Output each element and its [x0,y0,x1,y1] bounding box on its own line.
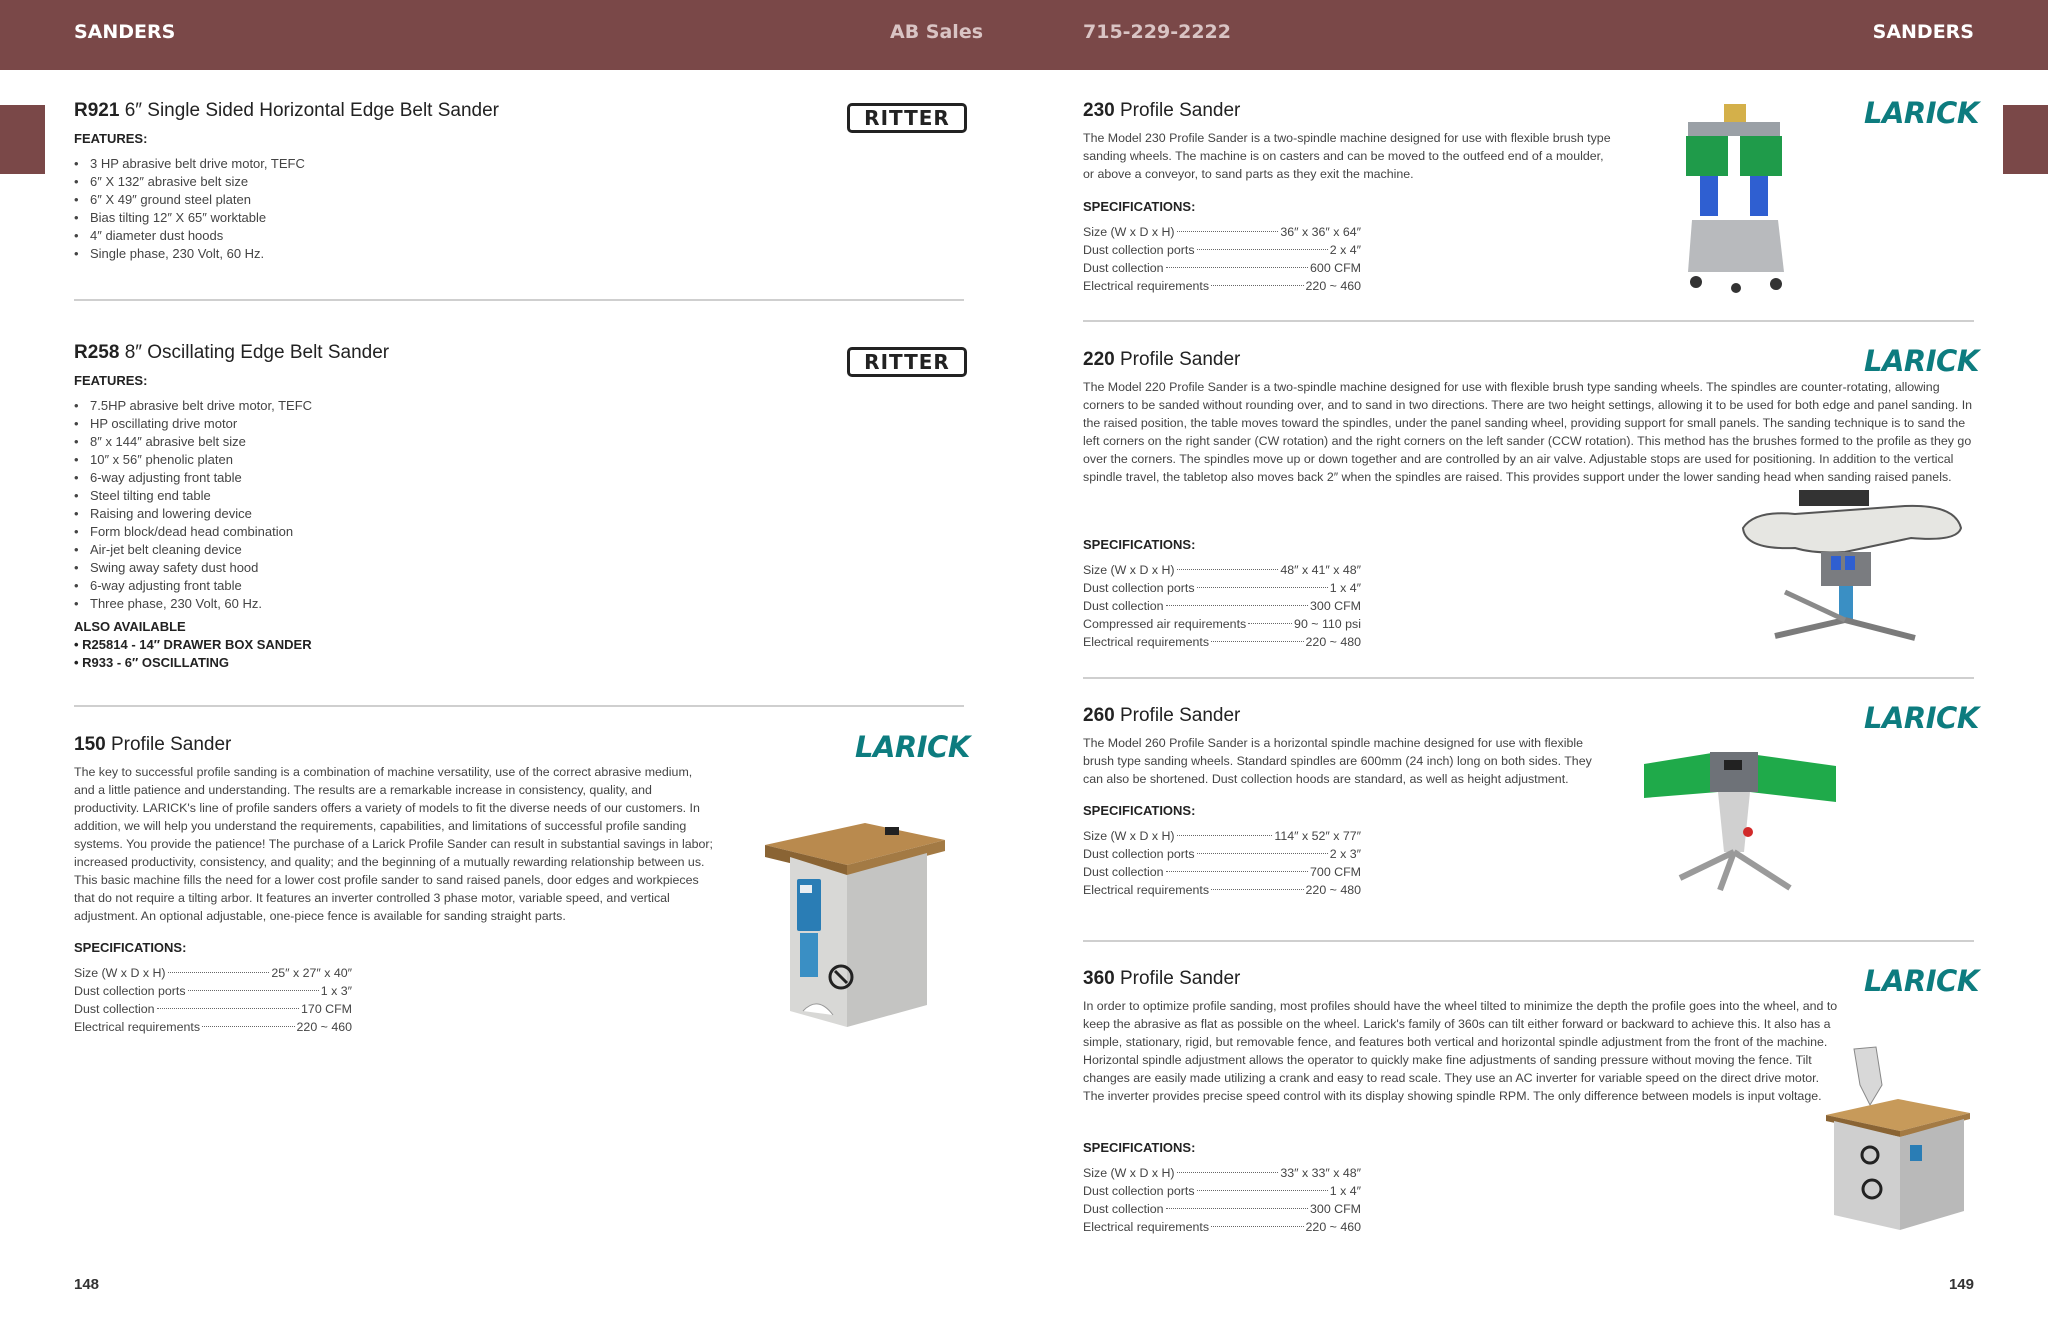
spec-row [1083,845,1361,863]
header-phone: 715-229-2222 [1083,21,1231,43]
model-number: 150 [74,734,106,755]
feature-item: • 8″ x 144″ abrasive belt size [74,433,312,451]
spec-label: Dust collection [1083,865,1164,879]
spec-row [1083,277,1361,295]
also-available [74,618,312,672]
product-name: 8″ Oscillating Edge Belt Sander [124,342,390,363]
larick-logo: LARICK [855,730,970,764]
spec-value: 36″ x 36″ x 64″ [1280,225,1361,239]
spec-label: Dust collection ports [1083,243,1195,257]
sander-150-image [755,815,955,1040]
spec-value: 48″ x 41″ x 48″ [1280,563,1361,577]
feature-item: • Three phase, 230 Volt, 60 Hz. [74,595,312,613]
feature-item: • 6″ X 49″ ground steel platen [74,191,305,209]
specifications-label: SPECIFICATIONS: [1083,199,1196,214]
spec-row [1083,597,1361,615]
larick-logo: LARICK [1864,344,1979,378]
feature-item: • Air-jet belt cleaning device [74,541,312,559]
spec-value: 2 x 4″ [1329,243,1361,257]
header-company: AB Sales [890,21,984,43]
spec-row [1083,863,1361,881]
specifications-label: SPECIFICATIONS: [1083,1140,1196,1155]
spec-label: Electrical requirements [1083,635,1210,649]
product-name: 6″ Single Sided Horizontal Edge Belt Sander [124,100,499,121]
spec-label: Dust collection ports [74,984,186,998]
features-label: FEATURES: [74,131,148,146]
specs-list [1083,561,1361,651]
product-name: Profile Sander [110,734,232,755]
spec-row [1083,579,1361,597]
spec-value: 220 ~ 480 [1305,635,1361,649]
model-number: 360 [1083,968,1115,989]
larick-logo: LARICK [1864,964,1979,998]
spec-label: Dust collection ports [1083,847,1195,861]
spec-value: 700 CFM [1310,865,1361,879]
feature-item: • Form block/dead head combination [74,523,312,541]
spec-row [74,1018,352,1036]
spec-label: Electrical requirements [1083,883,1210,897]
spec-value: 220 ~ 460 [1305,1220,1361,1234]
specs-list [1083,1164,1361,1236]
product-description: In order to optimize profile sanding, most profiles should have the wheel tilted to minimize the depth the profile goes into the wheel, and to keep the abrasive as flat as possible on the wheel. Larick's family of 360s can tilt either forward or backward to achieve this. It also has a simple, stationary, rigid, but removable fence, and features both vertical and horizontal spindle adjustment from the front of the machine. Horizontal spindle adjustment allows the operator to quickly make fine adjustments of sanding pressure without moving the fence. Tilt changes are easily made utilizing a crank and easy to read scale. They use an AC inverter for variable speed on the direct drive motor. The inverter provides precise speed control with its display showing spindle RPM. The only difference between models is input voltage. [1083,999,1838,1103]
spec-row [74,964,352,982]
feature-item: • Steel tilting end table [74,487,312,505]
sander-360-image [1820,1045,1975,1240]
header-band [0,0,2048,70]
feature-item: • 6-way adjusting front table [74,577,312,595]
spec-label: Size (W x D x H) [1083,563,1175,577]
feature-item: • 6″ X 132″ abrasive belt size [74,173,305,191]
spec-value: 300 CFM [1310,599,1361,613]
spec-label: Dust collection [74,1002,155,1016]
spec-value: 220 ~ 460 [1305,279,1361,293]
product-description: The Model 230 Profile Sander is a two-spindle machine designed for use with flexible brush type sanding wheels. The machine is on casters and can be moved to the outfeed end of a moulder, or above a conveyor, to sand parts as they exit the machine. [1083,131,1611,181]
specs-list [1083,223,1361,295]
spec-label: Compressed air requirements [1083,617,1247,631]
larick-logo: LARICK [1864,701,1979,735]
spec-row [74,982,352,1000]
product-title [1083,968,1240,990]
spec-value: 114″ x 52″ x 77″ [1274,829,1361,843]
product-name: Profile Sander [1119,349,1241,370]
spec-label: Electrical requirements [1083,1220,1210,1234]
spec-value: 2 x 3″ [1329,847,1361,861]
product-description: The Model 260 Profile Sander is a horizontal spindle machine designed for use with flexible brush type sanding wheels. Standard spindles are 600mm (24 inch) long on both sides. They can also be shortened. Dust collection hoods are standard, as well as height adjustment. [1083,736,1592,786]
section-divider [74,705,964,707]
features-list [74,397,312,613]
spec-value: 25″ x 27″ x 40″ [271,966,352,980]
product-name: Profile Sander [1119,705,1241,726]
feature-item: • Raising and lowering device [74,505,312,523]
feature-item: • 4″ diameter dust hoods [74,227,305,245]
spec-label: Size (W x D x H) [1083,1166,1175,1180]
sander-260-image [1640,748,1840,903]
product-description: The Model 220 Profile Sander is a two-spindle machine designed for use with flexible brush type sanding wheels. The spindles are counter-rotating, allowing corners to be sanded without rounding over, and to sand in two directions. There are two height settings, allowing it to be used for both edge and panel sanding. In the raised position, the table moves toward the spindles, under the panel sanding wheel, providing support for small panels. The sanding technique is to sand the left corners on the right sander (CW rotation) and the right corners on the left sander (CCW rotation). This method has the brushes formed to the profile as they go over the corners. The spindles move up or down together and are controlled by an air valve. Adjustable stops are used for positioning. In addition to the vertical spindle travel, the tabletop also moves back 2″ when the spindles are raised. This provides support under the lower sanding head when sanding raised panels. [1083,380,1973,484]
spec-label: Electrical requirements [1083,279,1210,293]
spec-row [1083,223,1361,241]
model-number: 230 [1083,100,1115,121]
feature-item: • Single phase, 230 Volt, 60 Hz. [74,245,305,263]
spec-row [1083,633,1361,651]
model-number: 260 [1083,705,1115,726]
ritter-logo: RITTER [847,103,967,133]
section-divider [1083,320,1974,322]
spec-label: Dust collection ports [1083,1184,1195,1198]
right-edge-tab [2003,105,2048,174]
spec-row [1083,1164,1361,1182]
spec-value: 1 x 3″ [320,984,352,998]
page-number-left: 148 [74,1276,100,1293]
feature-item: • 6-way adjusting front table [74,469,312,487]
spec-row [1083,827,1361,845]
section-divider [74,299,964,301]
spec-value: 1 x 4″ [1329,581,1361,595]
specifications-label: SPECIFICATIONS: [1083,537,1196,552]
spec-value: 170 CFM [301,1002,352,1016]
sander-230-image [1680,102,1790,294]
product-name: Profile Sander [1119,968,1241,989]
specs-list [74,964,352,1036]
spec-label: Size (W x D x H) [1083,225,1175,239]
spec-value: 220 ~ 460 [296,1020,352,1034]
product-name: Profile Sander [1119,100,1241,121]
spec-row [1083,881,1361,899]
feature-item: • 10″ x 56″ phenolic platen [74,451,312,469]
product-title [74,100,499,122]
spec-value: 220 ~ 480 [1305,883,1361,897]
product-title [74,342,389,364]
spec-row [1083,241,1361,259]
spec-row [1083,1218,1361,1236]
specifications-label: SPECIFICATIONS: [1083,803,1196,818]
spec-value: 33″ x 33″ x 48″ [1280,1166,1361,1180]
spec-row [1083,561,1361,579]
spec-label: Electrical requirements [74,1020,201,1034]
features-list [74,155,305,263]
spec-row [1083,615,1361,633]
spec-label: Size (W x D x H) [1083,829,1175,843]
product-title [1083,705,1240,727]
features-label: FEATURES: [74,373,148,388]
ritter-logo: RITTER [847,347,967,377]
also-available-label: ALSO AVAILABLE [74,619,186,634]
spec-value: 300 CFM [1310,1202,1361,1216]
spec-label: Dust collection ports [1083,581,1195,595]
left-edge-tab [0,105,45,174]
sander-220-image [1735,488,1965,648]
model-number: R921 [74,100,120,121]
spec-value: 90 ~ 110 psi [1294,617,1361,631]
spec-row [74,1000,352,1018]
feature-item: • 7.5HP abrasive belt drive motor, TEFC [74,397,312,415]
product-description: The key to successful profile sanding is a combination of machine versatility, use of the correct abrasive medium, and a little patience and understanding. The results are a remarkable increase in consistency, quality, and productivity. LARICK's line of profile sanders offers a variety of models to fit the diverse needs of our customers. In addition, we will help you understand the requirements, capabilities, and limitations of successful profile sanding systems. You provide the patience! The purchase of a Larick Profile Sander can result in substantial savings in labor; increased productivity, consistency, and quality; and the beginning of a mutually rewarding relationship between us. This basic machine fills the need for a lower cost profile sander to sand raised panels, door edges and workpieces that do not require a tilting arbor. It features an inverter controlled 3 phase motor, variable speed, and vertical adjustment. An optional adjustable, one-piece fence is available for sanding straight parts. [74,765,713,923]
specs-list [1083,827,1361,899]
feature-item: • Bias tilting 12″ X 65″ worktable [74,209,305,227]
product-title [1083,349,1240,371]
model-number: 220 [1083,349,1115,370]
spec-label: Dust collection [1083,599,1164,613]
feature-item: • 3 HP abrasive belt drive motor, TEFC [74,155,305,173]
product-title [1083,100,1240,122]
larick-logo: LARICK [1864,96,1979,130]
spec-value: 1 x 4″ [1329,1184,1361,1198]
section-divider [1083,677,1974,679]
spec-label: Size (W x D x H) [74,966,166,980]
spec-row [1083,1182,1361,1200]
product-title [74,734,231,756]
feature-item: • HP oscillating drive motor [74,415,312,433]
specifications-label: SPECIFICATIONS: [74,940,187,955]
also-available-item: • R933 - 6″ OSCILLATING [74,655,230,670]
spec-row [1083,1200,1361,1218]
header-right-title: SANDERS [1872,21,1974,43]
model-number: R258 [74,342,120,363]
header-left-title: SANDERS [74,21,176,43]
spec-value: 600 CFM [1310,261,1361,275]
spec-label: Dust collection [1083,261,1164,275]
page-number-right: 149 [1948,1276,1974,1293]
spec-row [1083,259,1361,277]
also-available-item: • R25814 - 14″ DRAWER BOX SANDER [74,637,312,652]
section-divider [1083,940,1974,942]
spec-label: Dust collection [1083,1202,1164,1216]
feature-item: • Swing away safety dust hood [74,559,312,577]
